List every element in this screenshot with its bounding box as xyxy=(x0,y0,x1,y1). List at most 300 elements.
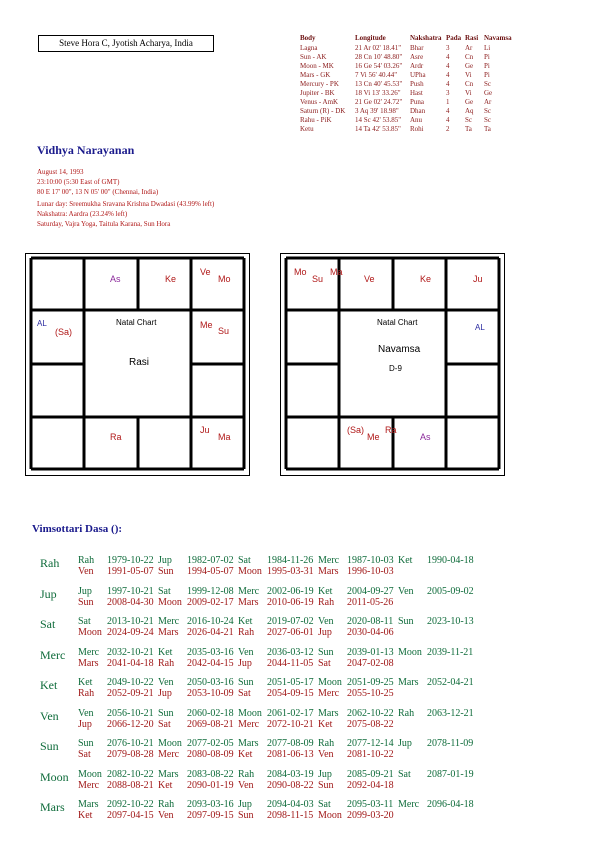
planet-table-cell: 16 Ge 54' 03.26" xyxy=(355,61,403,70)
planet-table-cell: Push xyxy=(410,79,424,88)
dasa-antar-period xyxy=(158,769,234,780)
dasa-antar-date: 2096-04-18 xyxy=(427,799,474,810)
dasa-antar-planet: Mars xyxy=(158,627,179,638)
dasa-antar-planet: Sun xyxy=(318,646,334,658)
dasa-antar-date: 2041-04-18 xyxy=(107,657,154,669)
dasa-antar-planet: Jup xyxy=(318,768,332,780)
planet-table-cell: Sc xyxy=(484,115,491,124)
navamsa-pisces-label-2: Su xyxy=(312,274,324,284)
dasa-antar-planet: Moon xyxy=(318,677,342,688)
dasa-antar-date: 2019-07-02 xyxy=(267,616,314,627)
dasa-antar-period xyxy=(78,647,154,658)
planet-table-cell: Ta xyxy=(465,124,472,133)
planet-table-cell: 21 Ar 02' 18.41" xyxy=(355,43,402,52)
dasa-antar-period xyxy=(158,586,234,597)
planet-table-heading: Navamsa xyxy=(484,34,512,42)
dasa-antar-planet: Jup xyxy=(158,555,172,566)
dasa-antar-period xyxy=(78,769,154,780)
dasa-antar-planet: Mars xyxy=(78,657,99,669)
dasa-antar-date: 2063-12-21 xyxy=(427,707,474,719)
planet-table-cell: UPha xyxy=(410,70,426,79)
dasa-antar-planet: Sat xyxy=(238,688,251,699)
dasa-antar-date: 2076-10-21 xyxy=(107,738,154,749)
dasa-antar-planet: Sun xyxy=(238,810,254,821)
dasa-antar-period xyxy=(398,769,474,780)
planet-table-cell: Rohi xyxy=(410,124,424,133)
dasa-antar-planet: Moon xyxy=(78,768,102,780)
planet-table-heading: Nakshatra xyxy=(410,34,442,42)
planet-table-cell: Moon - MK xyxy=(300,61,334,70)
rasi-cancer-label-2: Su xyxy=(218,326,230,336)
dasa-antar-planet: Rah xyxy=(158,799,175,810)
dasa-antar-planet: Jup xyxy=(78,718,92,730)
dasa-antar-date: 2084-03-19 xyxy=(267,768,314,780)
dasa-antar-period xyxy=(158,749,234,760)
dasa-antar-planet: Ven xyxy=(78,707,94,719)
dasa-antar-period xyxy=(398,555,474,566)
dasa-antar-planet: Ket xyxy=(238,749,253,760)
planet-table-cell: 4 xyxy=(446,79,450,88)
dasa-antar-date: 2010-06-19 xyxy=(267,596,314,608)
dasa-antar-planet: Ket xyxy=(78,677,93,688)
dasa-maha-period: Merc xyxy=(40,647,66,662)
planet-table-cell: Pi xyxy=(484,61,490,70)
dasa-antar-date: 1991-05-07 xyxy=(107,566,154,577)
dasa-antar-date: 2079-08-28 xyxy=(107,749,154,760)
dasa-antar-period xyxy=(318,586,394,597)
dasa-antar-period xyxy=(238,769,314,780)
planet-table-cell: 28 Cn 10' 48.80" xyxy=(355,52,403,61)
rasi-chart-title: Natal Chart xyxy=(116,318,157,327)
dasa-antar-date: 2077-08-09 xyxy=(267,738,314,749)
dasa-maha-period: Jup xyxy=(40,586,57,601)
dasa-antar-planet: Mars xyxy=(238,738,259,749)
planet-table-cell: Ar xyxy=(465,43,473,52)
dasa-antar-period xyxy=(238,677,314,688)
navamsa-taurus-label: Ke xyxy=(420,274,432,284)
dasa-antar-period xyxy=(78,810,154,821)
dasa-antar-planet: Jup xyxy=(318,627,332,638)
dasa-antar-date: 2077-12-14 xyxy=(347,738,394,749)
dasa-antar-planet: Merc xyxy=(78,779,100,791)
dasa-antar-period xyxy=(238,749,314,760)
planet-table-cell: 4 xyxy=(446,106,450,115)
dasa-antar-planet: Sun xyxy=(158,707,174,719)
dasa-antar-period xyxy=(158,719,234,730)
dasa-antar-date: 2087-01-19 xyxy=(427,768,474,780)
dasa-antar-planet: Ven xyxy=(318,616,334,627)
lunar-day: Lunar day: Sreemukha Sravana Krishna Dwadasi (43.99% left) xyxy=(37,200,215,208)
dasa-antar-date: 2072-10-21 xyxy=(267,718,314,730)
dasa-antar-planet: Moon xyxy=(238,707,262,719)
dasa-antar-date: 2056-10-21 xyxy=(107,707,154,719)
navamsa-chart-title: Natal Chart xyxy=(377,318,418,327)
dasa-antar-planet: Sat xyxy=(398,768,411,780)
dasa-antar-period xyxy=(318,799,393,810)
planet-table-cell: Venus - AmK xyxy=(300,97,339,106)
rasi-chart xyxy=(25,253,250,476)
navamsa-chart-division: D-9 xyxy=(389,364,402,373)
planet-table-cell: 13 Cn 40' 45.53" xyxy=(355,79,403,88)
planet-table-cell: Aq xyxy=(465,106,474,115)
planet-table-heading: Body xyxy=(300,34,316,42)
navamsa-pisces-label-1: Mo xyxy=(294,267,307,277)
planet-table-cell: Sc xyxy=(484,79,491,88)
dasa-antar-date: 2052-09-21 xyxy=(107,688,154,699)
planet-table-cell: Lagna xyxy=(300,43,318,52)
dasa-antar-date: 2085-09-21 xyxy=(347,768,394,780)
dasa-antar-period xyxy=(238,738,314,749)
dasa-antar-date: 1995-03-31 xyxy=(267,566,314,577)
planet-table-cell: Sc xyxy=(484,106,491,115)
dasa-antar-period xyxy=(158,566,234,577)
planet-table-cell: Li xyxy=(484,43,491,52)
dasa-antar-planet: Sat xyxy=(238,555,251,566)
dasa-antar-planet: Ket xyxy=(158,646,173,658)
dasa-antar-period xyxy=(78,586,154,597)
dasa-antar-period xyxy=(398,799,474,810)
planet-table-cell: Vi xyxy=(465,88,472,97)
planet-table-row xyxy=(300,70,514,79)
dasa-antar-date: 2023-10-13 xyxy=(427,616,474,627)
planet-table-row xyxy=(300,61,514,70)
dasa-antar-date: 2062-10-22 xyxy=(347,707,394,719)
dasa-antar-planet: Rah xyxy=(318,596,335,608)
dasa-antar-date: 2026-04-21 xyxy=(187,627,234,638)
planet-table-row xyxy=(300,124,514,133)
planet-table-cell: 3 Aq 39' 18.98" xyxy=(355,106,399,115)
planet-table-cell: Bhar xyxy=(410,43,424,52)
dasa-antar-period xyxy=(78,677,154,688)
planet-table-cell: Sc xyxy=(465,115,472,124)
dasa-antar-period xyxy=(78,719,154,730)
dasa-antar-planet: Ket xyxy=(398,555,413,566)
planet-table-cell: Cn xyxy=(465,52,474,61)
dasa-antar-period xyxy=(318,677,394,688)
dasa-antar-planet: Mars xyxy=(398,677,419,688)
dasa-antar-period xyxy=(318,738,394,749)
dasa-antar-planet: Mars xyxy=(78,799,99,810)
dasa-antar-period xyxy=(78,738,154,749)
dasa-antar-period xyxy=(238,566,314,577)
dasa-antar-date: 2042-04-15 xyxy=(187,657,234,669)
planet-table-cell: Puna xyxy=(410,97,424,106)
dasa-antar-planet: Moon xyxy=(398,646,422,658)
planet-table-cell: 14 Ta 42' 53.85" xyxy=(355,124,401,133)
dasa-antar-period xyxy=(158,597,234,608)
dasa-antar-period xyxy=(318,769,394,780)
navamsa-cancer-label: AL xyxy=(475,323,485,332)
dasa-antar-period xyxy=(318,719,394,730)
planet-table-cell: Ta xyxy=(484,124,491,133)
dasa-antar-period xyxy=(318,708,394,719)
rasi-gemini-label-2: Mo xyxy=(218,274,231,284)
dasa-antar-date: 2095-03-11 xyxy=(347,799,394,810)
dasa-antar-date: 2090-01-19 xyxy=(187,779,234,791)
rasi-virgo-label-1: Ju xyxy=(200,425,210,435)
dasa-antar-period xyxy=(398,647,473,658)
planet-table-cell: Mars - GK xyxy=(300,70,331,79)
rasi-aquarius-label-2: (Sa) xyxy=(55,327,73,337)
dasa-antar-date: 1990-04-18 xyxy=(427,555,474,566)
planet-table-cell: 3 xyxy=(446,43,450,52)
dasa-antar-date: 2093-03-16 xyxy=(187,799,234,810)
dasa-antar-period xyxy=(238,586,314,597)
dasa-antar-period xyxy=(238,616,314,627)
dasa-antar-date: 2097-04-15 xyxy=(107,810,154,821)
dasa-antar-date: 1994-05-07 xyxy=(187,566,234,577)
dasa-antar-period xyxy=(318,658,394,669)
planet-table-cell: 4 xyxy=(446,52,450,61)
dasa-antar-planet: Merc xyxy=(158,616,180,627)
dasa-maha-period: Mars xyxy=(40,800,65,814)
navamsa-scorpio-label-2: Me xyxy=(367,432,380,442)
dasa-antar-period xyxy=(318,627,394,638)
rasi-cancer-label-1: Me xyxy=(200,320,213,330)
dasa-antar-date: 2075-08-22 xyxy=(347,718,394,730)
dasa-antar-planet: Sun xyxy=(78,738,94,749)
planet-table-row xyxy=(300,79,514,88)
dasa-antar-period xyxy=(78,658,154,669)
dasa-antar-period xyxy=(158,799,234,810)
dasa-antar-date: 2047-02-08 xyxy=(347,657,394,669)
rasi-aries-label: As xyxy=(110,274,121,284)
birth-time: 23:10:00 (5:30 East of GMT) xyxy=(37,178,120,186)
dasa-antar-date: 2053-10-09 xyxy=(187,688,234,699)
planet-table-cell: 3 xyxy=(446,88,450,97)
dasa-antar-date: 2044-11-05 xyxy=(267,657,314,669)
dasa-antar-planet: Ven xyxy=(158,677,174,688)
dasa-antar-date: 2039-01-13 xyxy=(347,646,394,658)
dasa-antar-planet: Sat xyxy=(158,585,171,597)
planet-table-heading: Longitude xyxy=(355,34,386,42)
dasa-antar-planet: Sat xyxy=(158,718,171,730)
planet-table-row xyxy=(300,52,514,61)
dasa-antar-planet: Ven xyxy=(398,585,414,597)
dasa-antar-period xyxy=(158,555,234,566)
dasa-antar-planet: Ven xyxy=(158,810,174,821)
dasa-antar-period xyxy=(398,616,474,627)
dasa-antar-planet: Merc xyxy=(398,799,420,810)
dasa-antar-date: 2088-08-21 xyxy=(107,779,154,791)
planet-table-cell: Dhan xyxy=(410,106,426,115)
dasa-antar-period xyxy=(78,627,154,638)
dasa-antar-date: 1979-10-22 xyxy=(107,555,154,566)
dasa-antar-date: 2030-04-06 xyxy=(347,627,394,638)
dasa-antar-period xyxy=(158,658,234,669)
dasa-antar-planet: Moon xyxy=(158,738,182,749)
planet-positions-table xyxy=(300,33,514,133)
dasa-antar-period xyxy=(238,799,314,810)
planet-table-row xyxy=(300,106,514,115)
dasa-antar-date: 2097-09-15 xyxy=(187,810,234,821)
dasa-antar-date: 2027-06-01 xyxy=(267,627,314,638)
planet-table-cell: Saturn (R) - DK xyxy=(300,106,346,115)
dasa-antar-period xyxy=(238,555,313,566)
dasa-antar-planet: Rah xyxy=(238,768,255,780)
dasa-antar-planet: Moon xyxy=(158,596,182,608)
dasa-antar-date: 2051-05-17 xyxy=(267,677,314,688)
dasa-antar-planet: Jup xyxy=(398,738,412,749)
dasa-antar-date: 1982-07-02 xyxy=(187,555,234,566)
dasa-antar-period xyxy=(158,780,234,791)
dasa-antar-period xyxy=(158,708,234,719)
dasa-antar-period xyxy=(78,597,154,608)
navamsa-chart xyxy=(280,253,505,476)
planet-table-row xyxy=(300,97,514,106)
dasa-antar-planet: Mars xyxy=(318,566,339,577)
dasa-antar-planet: Jup xyxy=(238,657,252,669)
planet-table-cell: Ardr xyxy=(410,61,424,70)
dasa-antar-period xyxy=(238,810,313,821)
dasa-maha-period: Rah xyxy=(40,556,60,570)
dasa-antar-planet: Ven xyxy=(238,779,254,791)
dasa-antar-date: 2081-10-22 xyxy=(347,749,394,760)
dasa-maha-period: Ket xyxy=(40,678,58,692)
dasa-antar-date: 1984-11-26 xyxy=(267,555,314,566)
dasa-antar-period xyxy=(238,597,314,608)
dasa-antar-planet: Rah xyxy=(78,555,95,566)
planet-table-cell: 4 xyxy=(446,70,450,79)
dasa-antar-planet: Mars xyxy=(158,768,179,780)
dasa-antar-date: 2069-08-21 xyxy=(187,718,234,730)
planet-table-cell: Ketu xyxy=(300,124,314,133)
dasa-antar-planet: Rah xyxy=(238,627,255,638)
dasa-antar-date: 2082-10-22 xyxy=(107,768,154,780)
dasa-antar-date: 2060-02-18 xyxy=(187,707,234,719)
dasa-antar-planet: Sun xyxy=(318,779,334,791)
planet-table-cell: Rahu - PiK xyxy=(300,115,332,124)
dasa-antar-date: 2016-10-24 xyxy=(187,616,234,627)
dasa-antar-date: 2020-08-11 xyxy=(347,616,394,627)
dasa-antar-period xyxy=(238,627,314,638)
person-name: Vidhya Narayanan xyxy=(37,143,135,157)
planet-table-cell: Asre xyxy=(410,52,424,61)
dasa-antar-date: 2092-10-22 xyxy=(107,799,154,810)
dasa-antar-period xyxy=(318,597,393,608)
dasa-antar-planet: Ket xyxy=(78,810,93,821)
nakshatra-info: Nakshatra: Aardra (23.24% left) xyxy=(37,210,128,218)
dasa-maha-period: Moon xyxy=(40,769,69,784)
dasa-antar-date: 2092-04-18 xyxy=(347,779,394,791)
planet-table-cell: Cn xyxy=(465,79,474,88)
dasa-antar-planet: Mars xyxy=(238,596,259,608)
dasa-title: Vimsottari Dasa (): xyxy=(32,523,123,535)
dasa-antar-date: 2005-09-02 xyxy=(427,585,474,597)
dasa-antar-planet: Merc xyxy=(158,749,180,760)
dasa-antar-period xyxy=(158,616,234,627)
dasa-antar-date: 2009-02-17 xyxy=(187,596,234,608)
planet-table-cell: 18 Vi 13' 33.26" xyxy=(355,88,401,97)
dasa-maha-period: Sun xyxy=(40,739,59,753)
dasa-antar-planet: Rah xyxy=(78,688,95,699)
navamsa-chart-name: Navamsa xyxy=(378,344,421,355)
dasa-antar-date: 2094-04-03 xyxy=(267,799,314,810)
dasa-antar-date: 2078-11-09 xyxy=(427,738,474,749)
dasa-antar-planet: Rah xyxy=(318,738,335,749)
planet-table-cell: Pi xyxy=(484,52,490,61)
rasi-chart-name: Rasi xyxy=(129,357,150,368)
dasa-maha-period: Sat xyxy=(40,617,56,631)
dasa-antar-planet: Ket xyxy=(238,616,253,627)
dasa-antar-planet: Jup xyxy=(158,688,172,699)
dasa-antar-planet: Sat xyxy=(78,616,91,627)
dasa-antar-period xyxy=(318,688,394,699)
dasa-antar-date: 2050-03-16 xyxy=(187,677,234,688)
dasa-antar-planet: Merc xyxy=(318,688,340,699)
dasa-antar-planet: Mars xyxy=(318,707,339,719)
birth-place: 80 E 17' 00", 13 N 05' 00" (Chennai, India) xyxy=(37,188,159,196)
dasa-antar-period xyxy=(158,810,234,821)
rasi-gemini-label-1: Ve xyxy=(200,267,211,277)
dasa-antar-planet: Moon xyxy=(238,566,262,577)
software-credit: Steve Hora C, Jyotish Acharya, India xyxy=(59,38,193,48)
planet-table-cell: Hast xyxy=(410,88,423,97)
dasa-antar-period xyxy=(398,738,473,749)
dasa-antar-planet: Jup xyxy=(238,799,252,810)
dasa-antar-period xyxy=(398,677,474,688)
dasa-antar-planet: Moon xyxy=(78,627,102,638)
dasa-antar-planet: Sun xyxy=(158,566,174,577)
dasa-antar-date: 2099-03-20 xyxy=(347,810,394,821)
planet-table-row xyxy=(300,43,514,52)
dasa-antar-date: 2077-02-05 xyxy=(187,738,234,749)
dasa-antar-date: 2081-06-13 xyxy=(267,749,314,760)
dasa-antar-planet: Ket xyxy=(318,585,333,597)
planet-table-cell: 1 xyxy=(446,97,450,106)
dasa-antar-period xyxy=(158,688,234,699)
planet-table-cell: Mercury - PK xyxy=(300,79,339,88)
dasa-maha-period: Ven xyxy=(40,708,59,723)
dasa-antar-date: 2032-10-21 xyxy=(107,646,154,658)
dasa-antar-planet: Merc xyxy=(318,555,340,566)
planet-table-cell: Jupiter - BK xyxy=(300,88,335,97)
dasa-antar-planet: Moon xyxy=(318,810,342,821)
planet-table-cell: 14 Sc 42' 53.85" xyxy=(355,115,402,124)
dasa-antar-period xyxy=(238,719,314,730)
dasa-antar-period xyxy=(78,708,154,719)
planet-table-row xyxy=(300,115,514,124)
dasa-antar-date: 2080-08-09 xyxy=(187,749,234,760)
rasi-scorpio-label: Ra xyxy=(110,432,122,442)
dasa-antar-planet: Merc xyxy=(238,718,260,730)
dasa-antar-date: 2004-09-27 xyxy=(347,585,394,597)
planet-table-cell: Anu xyxy=(410,115,423,124)
dasa-antar-period xyxy=(318,810,394,821)
dasa-antar-period xyxy=(78,780,154,791)
dasa-antar-period xyxy=(318,647,394,658)
rasi-taurus-label: Ke xyxy=(165,274,177,284)
planet-table-cell: Ge xyxy=(465,61,474,70)
dasa-antar-planet: Rah xyxy=(158,657,175,669)
dasa-antar-period xyxy=(398,586,474,597)
dasa-antar-period xyxy=(158,627,234,638)
dasa-antar-date: 2036-03-12 xyxy=(267,646,314,658)
dasa-antar-planet: Ket xyxy=(158,779,173,791)
dasa-antar-period xyxy=(238,688,314,699)
planet-table-cell: Ge xyxy=(465,97,474,106)
navamsa-aries-label: Ve xyxy=(364,274,375,284)
dasa-antar-date: 1996-10-03 xyxy=(347,566,394,577)
navamsa-gemini-label: Ju xyxy=(473,274,483,284)
dasa-antar-date: 2008-04-30 xyxy=(107,596,154,608)
planet-table-cell: Pi xyxy=(484,70,490,79)
dasa-antar-date: 2011-05-26 xyxy=(347,596,394,608)
planet-table-cell: 2 xyxy=(446,124,450,133)
dasa-antar-date: 2035-03-16 xyxy=(187,646,234,658)
dasa-antar-period xyxy=(318,749,394,760)
dasa-antar-period xyxy=(238,708,314,719)
